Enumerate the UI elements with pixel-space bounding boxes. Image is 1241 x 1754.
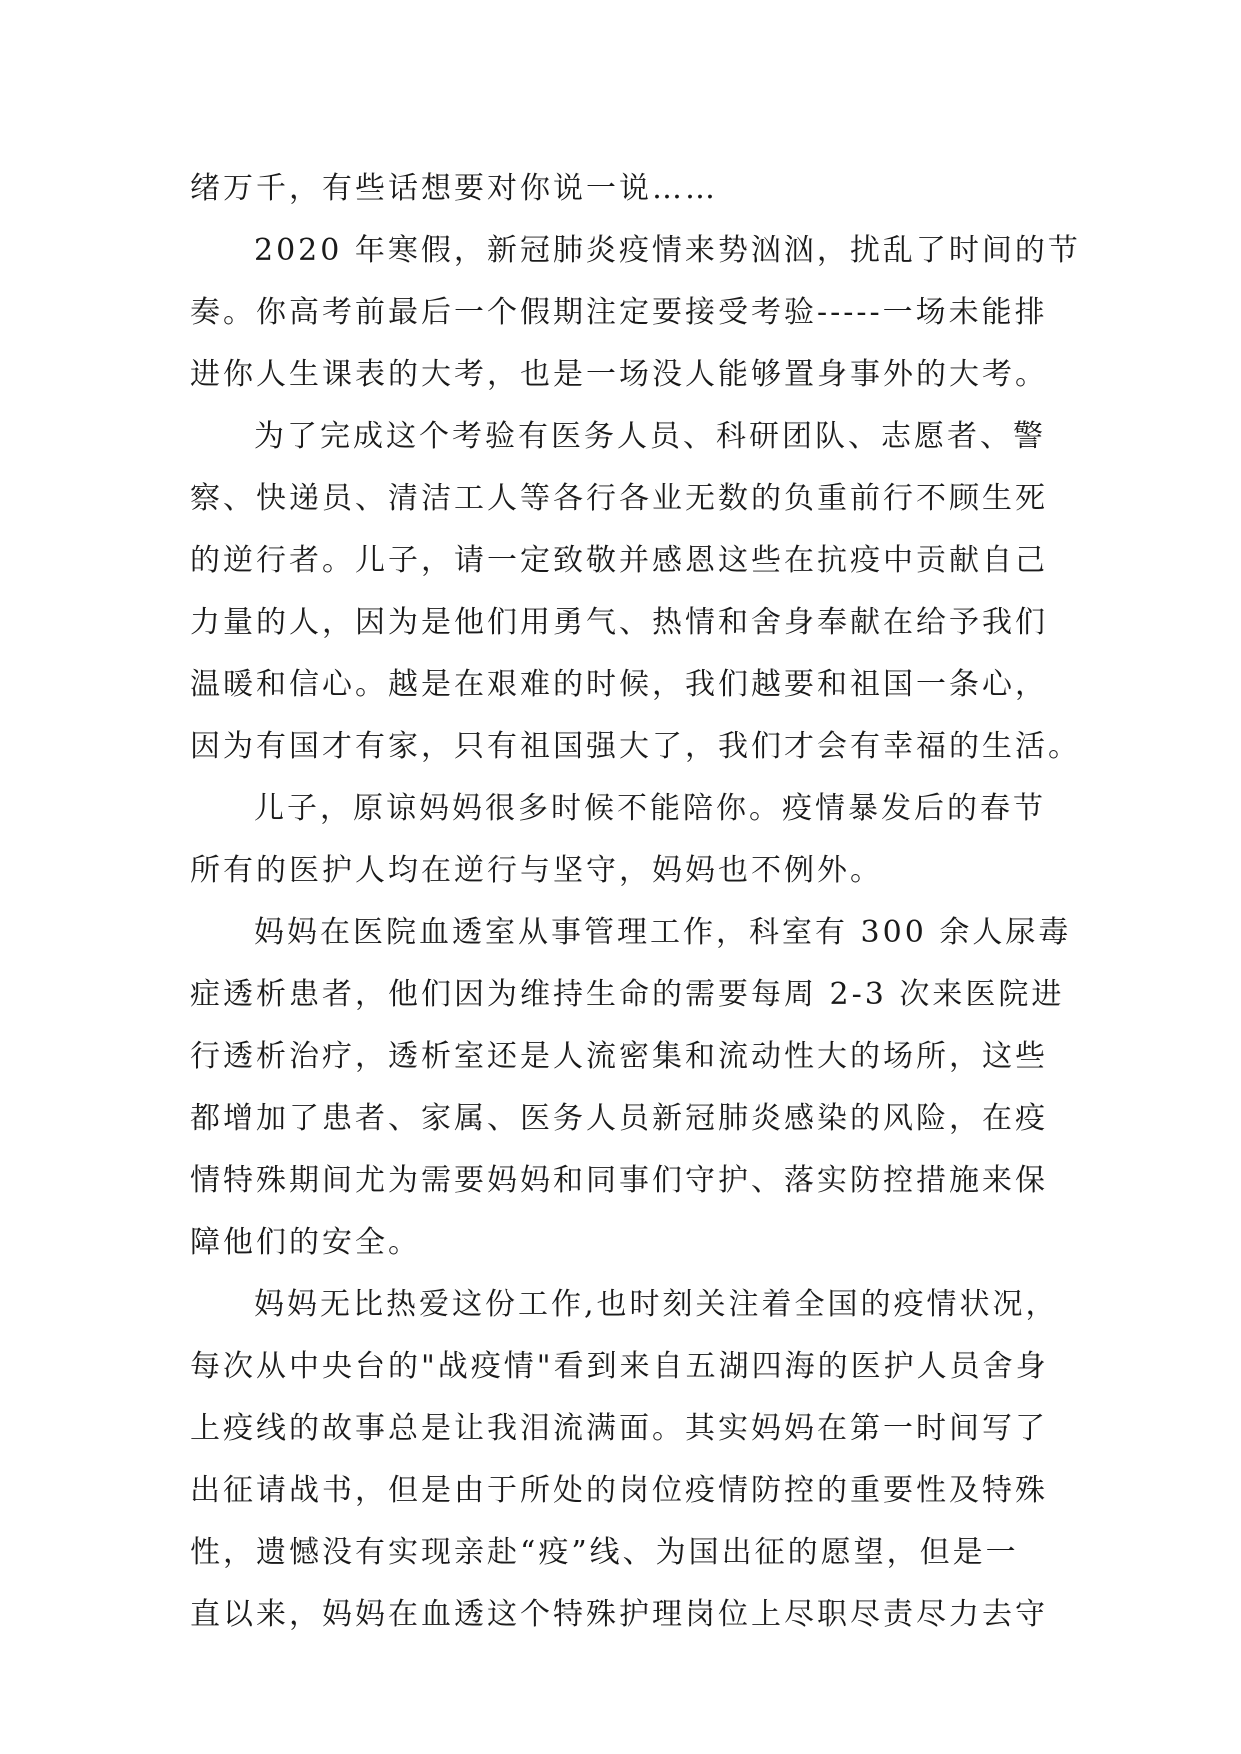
text-line: 每次从中央台的"战疫情"看到来自五湖四海的医护人员舍身: [190, 1349, 1049, 1384]
text-line: 性，遗憾没有实现亲赴“疫”线、为国出征的愿望，但是一: [190, 1535, 1019, 1570]
text-line: 行透析治疗，透析室还是人流密集和流动性大的场所，这些: [190, 1039, 1048, 1074]
text-line: 的逆行者。儿子，请一定致敬并感恩这些在抗疫中贡献自己: [190, 543, 1048, 578]
text-line: 障他们的安全。: [190, 1225, 421, 1260]
body-text: [190, 158, 1081, 1646]
text-line: 为了完成这个考验有医务人员、科研团队、志愿者、警: [254, 419, 1046, 454]
text-line: 力量的人，因为是他们用勇气、热情和舍身奉献在给予我们: [190, 605, 1048, 640]
text-line: 直以来，妈妈在血透这个特殊护理岗位上尽职尽责尽力去守: [190, 1597, 1048, 1632]
text-line: 绪万千，有些话想要对你说一说……: [190, 171, 718, 206]
text-line: 都增加了患者、家属、医务人员新冠肺炎感染的风险，在疫: [190, 1101, 1048, 1136]
text-line: 因为有国才有家，只有祖国强大了，我们才会有幸福的生活。: [190, 729, 1081, 764]
text-line: 上疫线的故事总是让我泪流满面。其实妈妈在第一时间写了: [190, 1411, 1048, 1446]
text-line: 症透析患者，他们因为维持生命的需要每周 2-3 次来医院进: [190, 977, 1065, 1012]
text-line: 妈妈在医院血透室从事管理工作，科室有 300 余人尿毒: [254, 915, 1072, 950]
text-line: 察、快递员、清洁工人等各行各业无数的负重前行不顾生死: [190, 481, 1048, 516]
text-line: 情特殊期间尤为需要妈妈和同事们守护、落实防控措施来保: [190, 1163, 1048, 1198]
text-line: 所有的医护人均在逆行与坚守，妈妈也不例外。: [190, 853, 883, 888]
text-line: 温暖和信心。越是在艰难的时候，我们越要和祖国一条心，: [190, 667, 1048, 702]
text-line: 妈妈无比热爱这份工作,也时刻关注着全国的疫情状况，: [254, 1287, 1059, 1322]
text-line: 儿子，原谅妈妈很多时候不能陪你。疫情暴发后的春节: [254, 791, 1046, 826]
text-line: 2020 年寒假，新冠肺炎疫情来势汹汹，扰乱了时间的节: [254, 233, 1081, 268]
text-line: 进你人生课表的大考，也是一场没人能够置身事外的大考。: [190, 357, 1048, 392]
text-line: 出征请战书，但是由于所处的岗位疫情防控的重要性及特殊: [190, 1473, 1048, 1508]
text-line: 奏。你高考前最后一个假期注定要接受考验-----一场未能排: [190, 295, 1048, 330]
